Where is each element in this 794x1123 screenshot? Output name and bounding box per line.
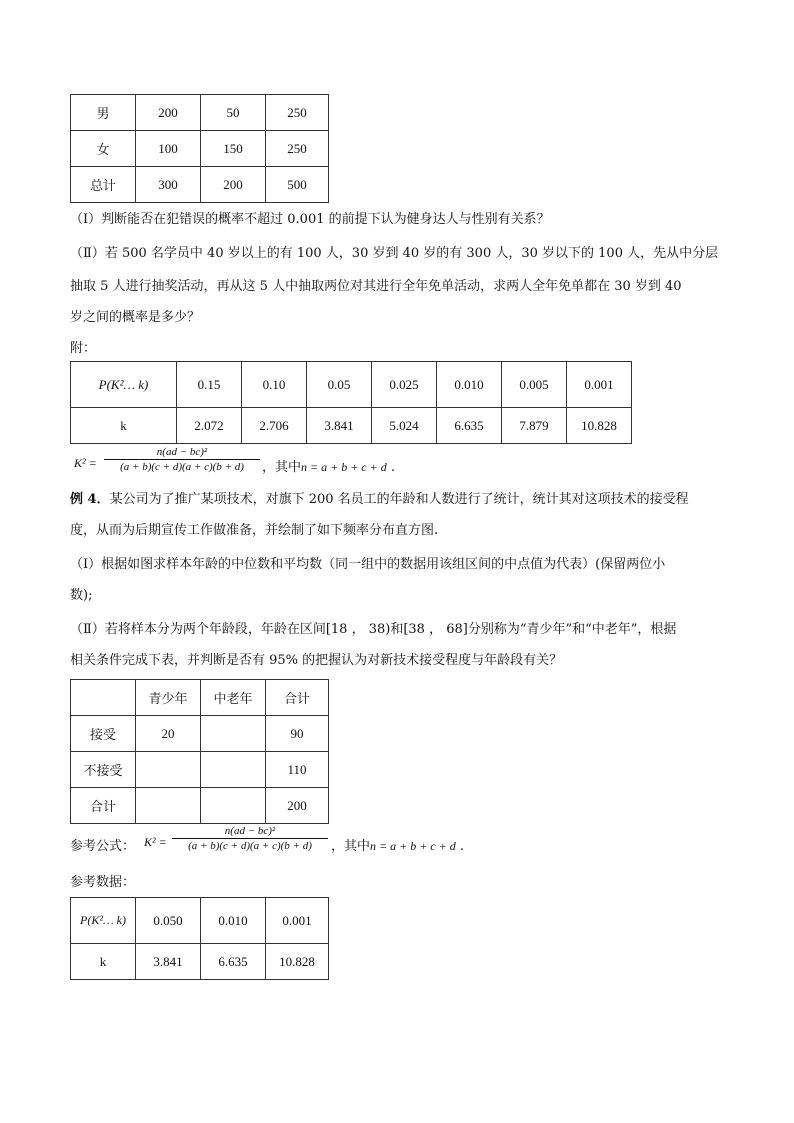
critical-values-table <box>70 361 632 444</box>
table-cell: 0.010 <box>437 362 502 408</box>
formula-tail-text: ，其中 <box>262 460 302 475</box>
table-cell: 200 <box>136 95 201 131</box>
gender-table <box>70 94 329 203</box>
table-cell <box>136 752 201 788</box>
table-header-cell: k <box>71 944 136 980</box>
table-header-cell: 青少年 <box>136 680 201 716</box>
formula-2-tail-text: ，其中 <box>331 839 371 854</box>
formula-2-lhs: K² = <box>144 835 167 849</box>
table-cell: 7.879 <box>502 408 567 444</box>
table-cell: 男 <box>71 95 136 131</box>
table-cell: 200 <box>266 788 329 824</box>
table-cell: 3.841 <box>136 944 201 980</box>
table-cell: 6.635 <box>201 944 266 980</box>
example-label: 例 4． <box>70 492 110 507</box>
table-header-cell: 合计 <box>266 680 329 716</box>
table-cell: 2.072 <box>177 408 242 444</box>
table-header-cell <box>71 680 136 716</box>
table-cell: 不接受 <box>71 752 136 788</box>
table-cell: 20 <box>136 716 201 752</box>
table-cell: 0.05 <box>307 362 372 408</box>
table-header-cell: P(K²… k) <box>71 362 177 408</box>
example-text: 某公司为了推广某项技术，对旗下 200 名员工的年龄和人数进行了统计，统计其对这项技术的接受程 <box>109 492 689 507</box>
formula-2-fraction <box>172 825 328 852</box>
table-cell: 2.706 <box>242 408 307 444</box>
question-2-line-1: （Ⅱ）若 500 名学员中 40 岁以上的有 100 人，30 岁到 40 岁的有 300 人，30 岁以下的 100 人，先从中分层 <box>70 246 719 261</box>
table-cell: 女 <box>71 131 136 167</box>
table-cell: 90 <box>266 716 329 752</box>
table-cell: 10.828 <box>567 408 632 444</box>
question-1: （Ⅰ）判断能否在犯错误的概率不超过 0.001 的前提下认为健身达人与性别有关系？ <box>70 212 550 227</box>
table-cell: 300 <box>136 167 201 203</box>
question-2-line-3: 岁之间的概率是多少？ <box>70 310 201 325</box>
table-cell: 10.828 <box>266 944 329 980</box>
table-cell: 3.841 <box>307 408 372 444</box>
question-2-line-2: 抽取 5 人进行抽奖活动，再从这 5 人中抽取两位对其进行全年免单活动，求两人全年免单都在 30 岁到 40 <box>70 279 682 294</box>
table-cell: 0.005 <box>502 362 567 408</box>
formula-2-prefix: 参考公式： <box>70 839 136 854</box>
contingency-table <box>70 679 329 824</box>
table-cell: 0.001 <box>266 898 329 944</box>
formula-lhs: K² = <box>74 456 97 470</box>
example-4-line-1 <box>70 491 689 509</box>
table-header-cell: k <box>71 408 177 444</box>
table-cell: 500 <box>266 167 329 203</box>
reference-data-label: 参考数据： <box>70 875 136 890</box>
formula-2-denominator: (a + b)(c + d)(a + c)(b + d) <box>188 840 312 852</box>
example-q2-line-2: 相关条件完成下表，并判断是否有 95% 的把握认为对新技术接受程度与年龄段有关？ <box>70 653 563 668</box>
formula-2-numerator: n(ad − bc)² <box>172 825 328 839</box>
table-cell: 0.025 <box>372 362 437 408</box>
appendix-label: 附： <box>70 341 97 356</box>
table-cell: 总计 <box>71 167 136 203</box>
table-cell: 0.10 <box>242 362 307 408</box>
table-cell: 合计 <box>71 788 136 824</box>
table-cell: 0.010 <box>201 898 266 944</box>
table-cell: 0.050 <box>136 898 201 944</box>
formula-tail <box>262 456 395 475</box>
reference-values-table <box>70 897 329 980</box>
table-cell: 250 <box>266 131 329 167</box>
table-cell <box>201 752 266 788</box>
table-cell: 5.024 <box>372 408 437 444</box>
table-cell: 150 <box>201 131 266 167</box>
formula-2-end: . <box>459 839 465 854</box>
formula-denominator: (a + b)(c + d)(a + c)(b + d) <box>120 461 244 473</box>
example-q2-line-1: （Ⅱ）若将样本分为两个年龄段，年龄在区间[18 ， 38)和[38 ， 68]分别称为“青少年”和“中老年”，根据 <box>70 622 677 637</box>
table-cell: 接受 <box>71 716 136 752</box>
table-cell: 100 <box>136 131 201 167</box>
table-cell <box>136 788 201 824</box>
table-cell: 0.15 <box>177 362 242 408</box>
formula-2-n: n = a + b + c + d <box>370 839 456 853</box>
table-cell: 200 <box>201 167 266 203</box>
table-cell: 110 <box>266 752 329 788</box>
example-q1-line-1: （Ⅰ）根据如图求样本年龄的中位数和平均数（同一组中的数据用该组区间的中点值为代表）(保留两位小 <box>70 557 666 572</box>
table-cell: 250 <box>266 95 329 131</box>
table-cell: 0.001 <box>567 362 632 408</box>
table-cell <box>201 788 266 824</box>
formula-end: . <box>390 460 396 475</box>
example-4-line-2: 度，从而为后期宣传工作做准备，并绘制了如下频率分布直方图. <box>70 523 439 538</box>
table-header-cell: P(K²… k) <box>71 898 136 944</box>
table-cell: 50 <box>201 95 266 131</box>
formula-numerator: n(ad − bc)² <box>104 446 260 460</box>
formula-fraction <box>104 446 260 473</box>
table-cell <box>201 716 266 752</box>
table-header-cell: 中老年 <box>201 680 266 716</box>
table-cell: 6.635 <box>437 408 502 444</box>
example-q1-line-2: 数); <box>70 588 93 603</box>
formula-2-tail <box>331 835 464 854</box>
formula-n: n = a + b + c + d <box>301 460 387 474</box>
